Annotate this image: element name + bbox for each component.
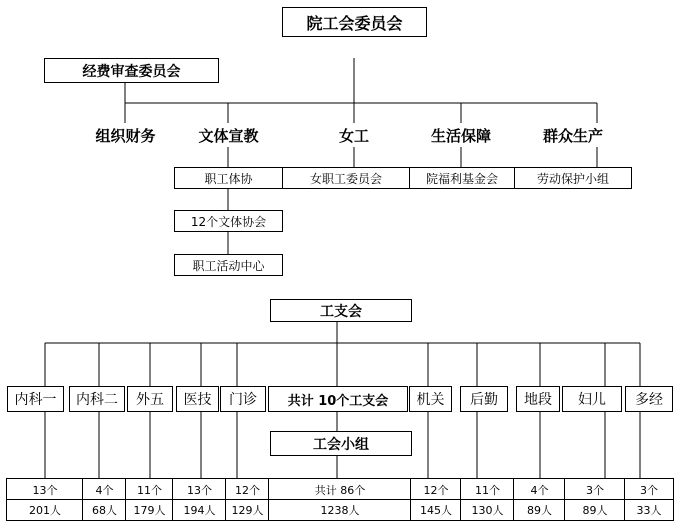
branch-internal-medicine-2: 内科二 — [69, 386, 125, 412]
dept-life-support: 生活保障 — [430, 126, 491, 145]
subunit-women-committee: 女职工委员会 — [282, 167, 410, 189]
group-count-cell: 11个 — [475, 483, 500, 497]
member-count-cell: 130人 — [471, 504, 504, 517]
group-count-cell: 12个 — [235, 483, 260, 497]
subunit-labor-protection: 劳动保护小组 — [514, 167, 632, 189]
audit-committee-box: 经费审查委员会 — [44, 58, 219, 83]
member-count-cell: 194人 — [183, 504, 216, 517]
member-count-cell: 89人 — [582, 504, 608, 517]
dept-mass-production: 群众生产 — [542, 126, 603, 145]
group-count-cell: 4个 — [95, 483, 114, 497]
group-count-cell: 12个 — [423, 483, 449, 497]
branch-medical-technology: 医技 — [176, 386, 219, 412]
branch-administration: 机关 — [409, 386, 452, 412]
subunit-staff-sports: 职工体协 — [174, 167, 283, 189]
member-count-total: 1238人 — [320, 504, 360, 517]
branch-diversified: 多经 — [625, 386, 673, 412]
branch-district: 地段 — [516, 386, 560, 412]
union-group-title: 工会小组 — [270, 431, 412, 456]
branch-union-title: 工支会 — [270, 299, 412, 322]
branch-logistics: 后勤 — [460, 386, 508, 412]
member-count-cell: 179人 — [133, 504, 166, 517]
group-count-cell: 4个 — [530, 483, 549, 497]
member-count-cell: 89人 — [527, 504, 552, 517]
member-count-cell: 68人 — [92, 504, 117, 517]
group-count-cell: 13个 — [187, 483, 212, 497]
branch-total: 共计 10个工支会 — [268, 386, 408, 412]
staff-activity-center-box: 职工活动中心 — [174, 254, 283, 276]
group-count-cell: 11个 — [137, 483, 162, 497]
branch-women-children: 妇儿 — [562, 386, 622, 412]
branch-internal-medicine-1: 内科一 — [7, 386, 64, 412]
dept-organization-finance: 组织财务 — [95, 126, 156, 145]
group-count-cell: 3个 — [640, 483, 658, 497]
group-count-total: 共计 86个 — [314, 483, 366, 497]
branch-surgery-5: 外五 — [127, 386, 173, 412]
group-count-cell: 3个 — [586, 483, 604, 497]
member-count-cell: 33人 — [636, 504, 662, 517]
member-count-cell: 145人 — [420, 504, 452, 517]
dept-women-workers: 女工 — [338, 126, 369, 145]
member-count-cell: 201人 — [29, 504, 61, 517]
root-committee-box: 院工会委员会 — [282, 7, 427, 37]
culture-associations-box: 12个文体协会 — [174, 210, 283, 232]
branch-outpatient: 门诊 — [220, 386, 266, 412]
member-count-cell: 129人 — [231, 504, 264, 517]
dept-culture-sports: 文体宣教 — [198, 126, 259, 145]
group-count-cell: 13个 — [32, 483, 58, 497]
subunit-welfare-fund: 院福利基金会 — [409, 167, 515, 189]
